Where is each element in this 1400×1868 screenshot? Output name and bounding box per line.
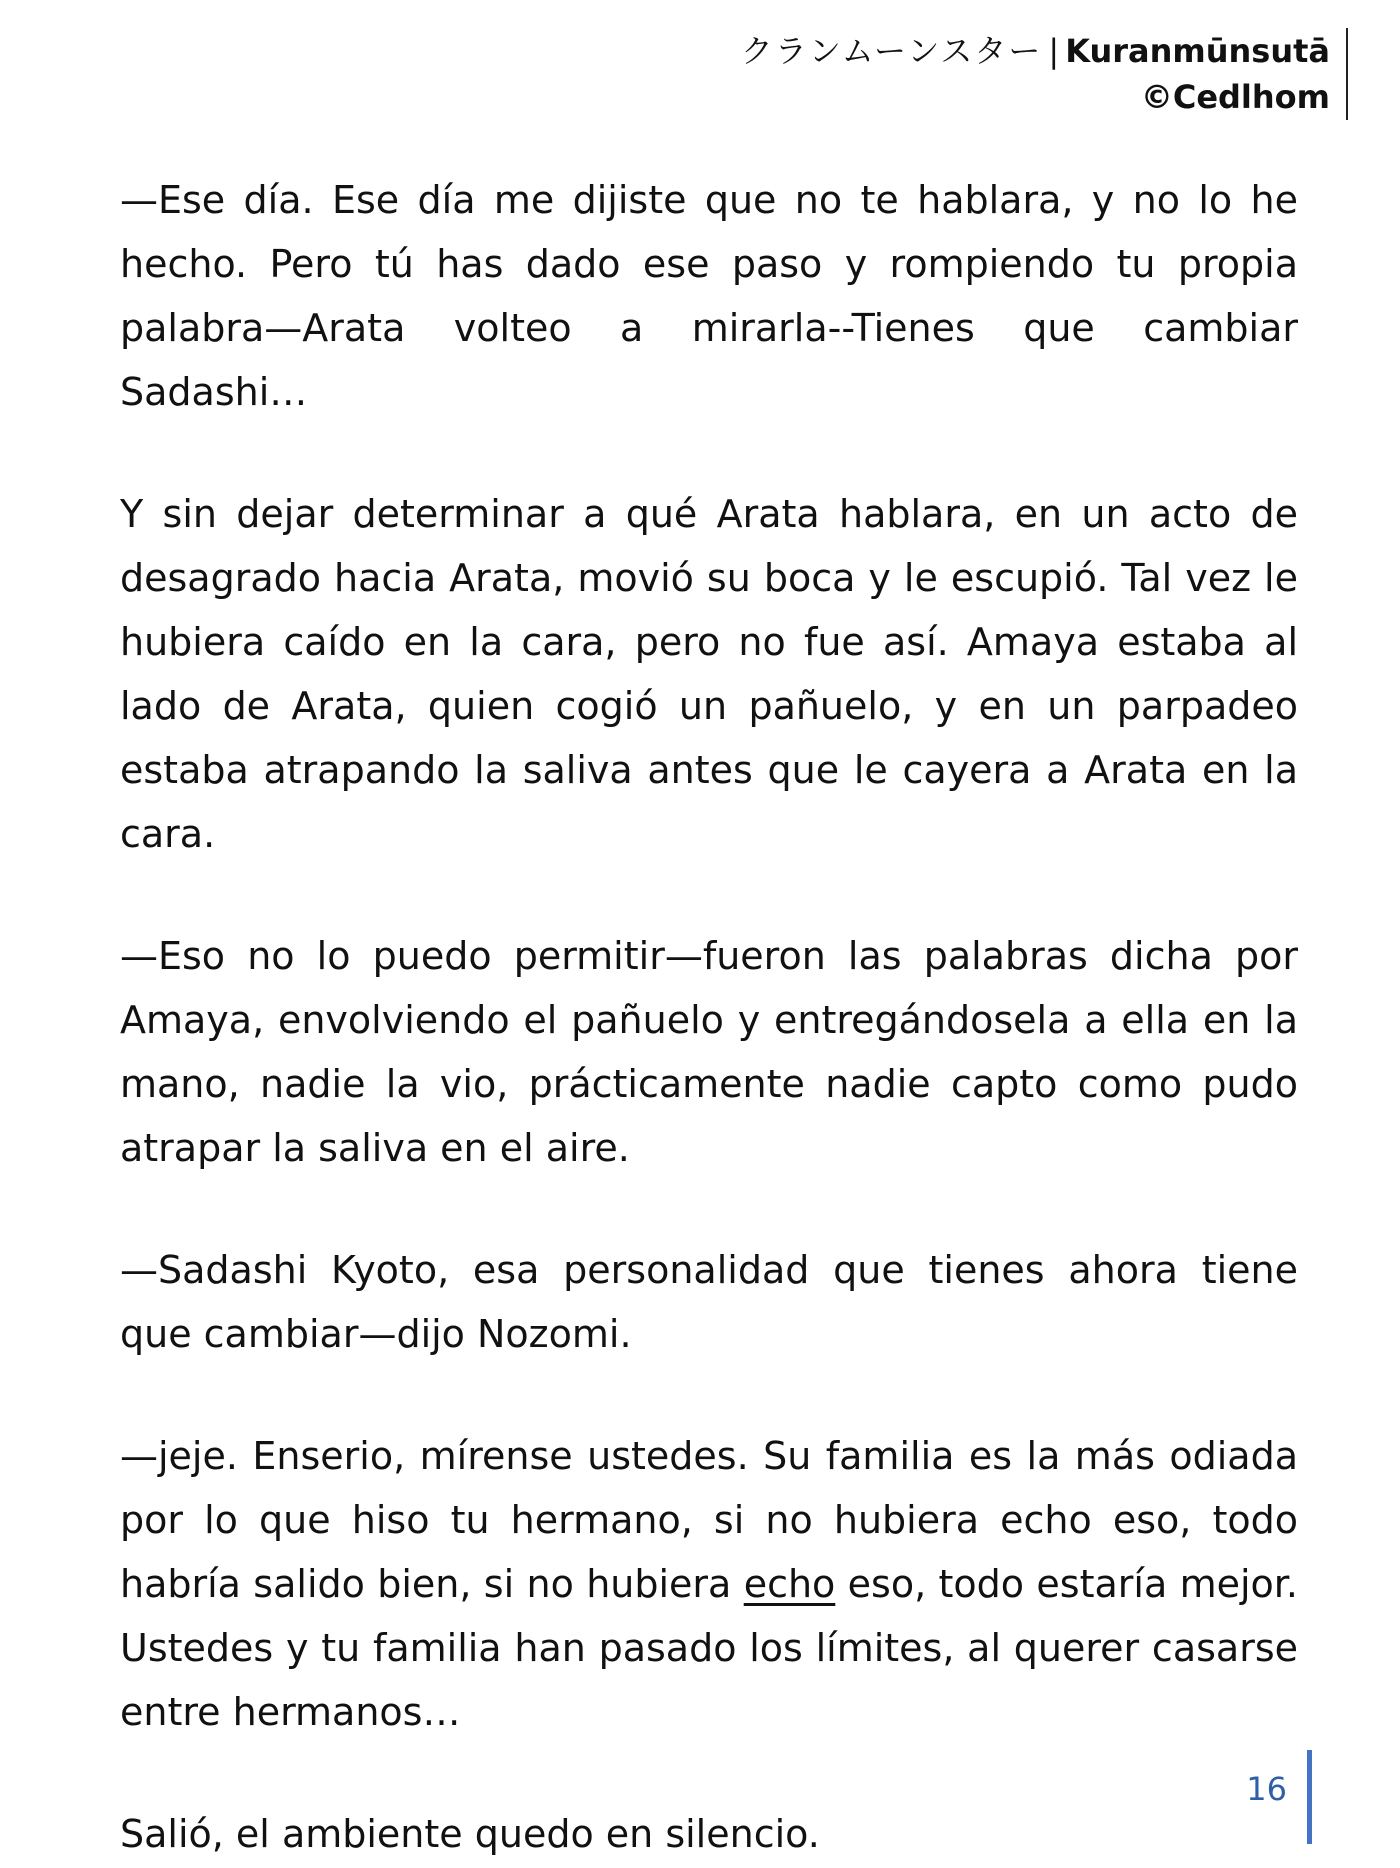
paragraph-5-before: —jeje. Enserio, mírense ustedes. Su familia es la más odiada por lo que hiso tu hermano, si no hubiera echo eso, todo habría salido bien, si no hubiera	[120, 1434, 1298, 1606]
page-header	[628, 28, 1348, 120]
paragraph-6: Salió, el ambiente quedo en silencio.	[120, 1812, 820, 1856]
paragraph-5-underlined-word: echo	[743, 1562, 836, 1606]
paragraph-4: —Sadashi Kyoto, esa personalidad que tienes ahora tiene que cambiar—dijo Nozomi.	[120, 1248, 1298, 1356]
header-author: ©Cedlhom	[1140, 78, 1330, 116]
header-separator: |	[1048, 32, 1060, 70]
paragraph-3: —Eso no lo puedo permitir—fueron las palabras dicha por Amaya, envolviendo el pañuelo y entregándosela a ella en la mano, nadie la vio, prácticamente nadie capto como pudo atrapar la saliva en el aire.	[120, 934, 1298, 1170]
page-number: 16	[1246, 1770, 1287, 1808]
paragraph-5	[120, 1424, 1298, 1744]
paragraph-2: Y sin dejar determinar a qué Arata hablara, en un acto de desagrado hacia Arata, movió su boca y le escupió. Tal vez le hubiera caído en la cara, pero no fue así. Amaya estaba al lado de Arata, quien cogió un pañuelo, y en un parpadeo estaba atrapando la saliva antes que le cayera a Arata en la cara.	[120, 492, 1298, 856]
page-footer	[1246, 1750, 1312, 1844]
header-title-japanese: クランムーンスター	[740, 32, 1043, 70]
header-title-romaji: Kuranmūnsutā	[1065, 32, 1330, 70]
paragraph-5-after: eso, todo estaría mejor. Ustedes y tu familia han pasado los límites, al querer casarse entre hermanos…	[120, 1562, 1298, 1734]
header-title-line	[628, 28, 1330, 74]
paragraph-1: —Ese día. Ese día me dijiste que no te hablara, y no lo he hecho. Pero tú has dado ese paso y rompiendo tu propia palabra—Arata volteo a mirarla--Tienes que cambiar Sadashi…	[120, 178, 1298, 414]
document-body	[120, 168, 1298, 1866]
